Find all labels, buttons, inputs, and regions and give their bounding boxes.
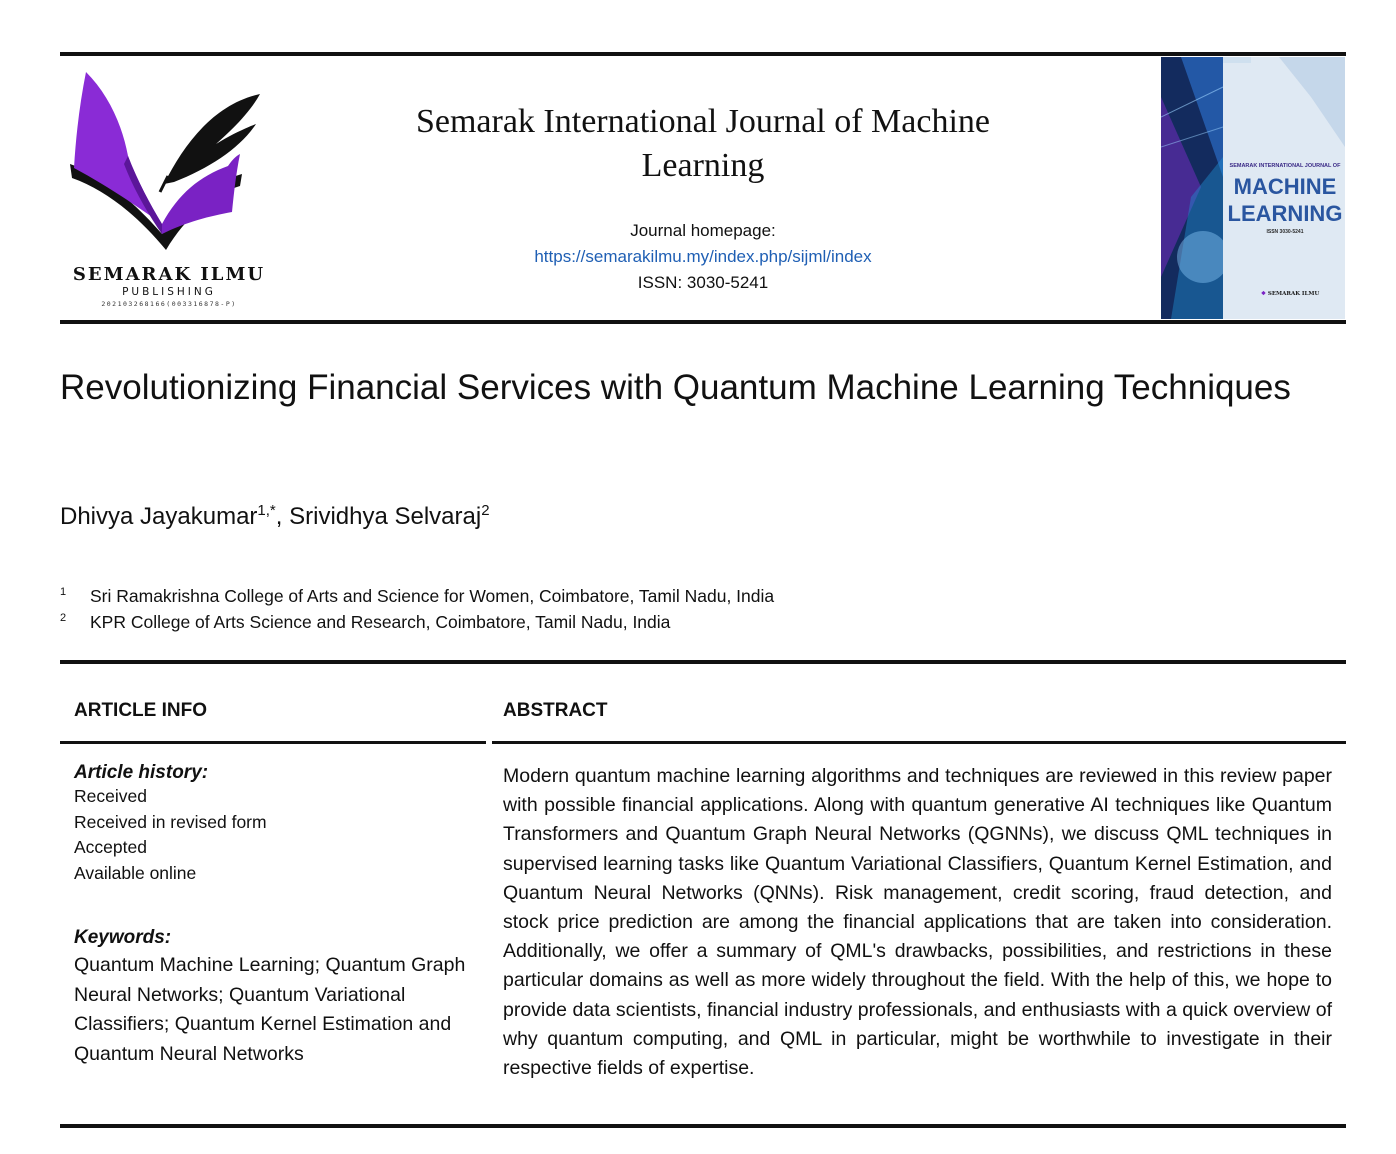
publisher-logo	[64, 64, 274, 314]
history-item: Accepted	[74, 837, 147, 857]
abstract-text: Modern quantum machine learning algorithms and techniques are reviewed in this review paper with possible financial applications. Along with quantum generative AI techniques like Quantum Transformers and Quantum Graph Neural Networks (QGNNs), we discuss QML techniques in supervised learning tasks like Quantum Variational Classifiers, Quantum Kernel Estimation, and Quantum Neural Networks (QNNs). Risk management, credit scoring, fraud detection, and stock price prediction are among the financial applications that are taken into consideration. Additionally, we offer a summary of QML's drawbacks, possibilities, and restrictions in these particular domains as well as more widely throughout the field. With the help of this, we hope to provide data scientists, financial industry professionals, and enthusiasts with a quick overview of why quantum computing, and QML in particular, might be worthwhile to investigate in their respective fields of expertise.	[503, 765, 1332, 1080]
journal-cover-image	[1161, 57, 1345, 319]
affiliation-number: 2	[60, 612, 67, 625]
book-quill-icon	[64, 64, 274, 264]
author-affil-ref: 1,*	[257, 502, 276, 519]
homepage-label: Journal homepage:	[630, 221, 776, 240]
journal-issn: ISSN: 3030-5241	[637, 273, 769, 292]
journal-homepage-block	[360, 218, 1046, 296]
info-top-rule	[60, 660, 1346, 664]
author-name: Dhivya Jayakumar	[60, 503, 258, 530]
author-affil-ref: 2	[481, 502, 490, 519]
logo-subtitle: PUBLISHING	[122, 286, 216, 298]
cover-publisher-logo-icon: ❖	[1261, 291, 1266, 297]
article-info	[74, 762, 474, 1069]
cover-small-title: SEMARAK INTERNATIONAL JOURNAL OF	[1229, 163, 1341, 169]
affiliation-number: 1	[60, 586, 67, 599]
history-item: Available online	[74, 862, 197, 883]
affiliation-text: Sri Ramakrishna College of Arts and Science for Women, Coimbatore, Tamil Nadu, India	[90, 586, 775, 606]
author-list	[60, 502, 490, 531]
affiliation-2	[60, 612, 670, 633]
logo-registration: 202103268166(003316878-P)	[101, 300, 237, 308]
header-top-rule	[60, 52, 1346, 56]
cover-publisher	[1261, 291, 1341, 297]
article-info-heading: ARTICLE INFO	[74, 700, 207, 721]
affiliation-text: KPR College of Arts Science and Research, Coimbatore, Tamil Nadu, India	[90, 612, 671, 632]
header-bottom-rule	[60, 320, 1346, 324]
history-item: Received in revised form	[74, 811, 267, 832]
info-bottom-rule	[60, 1124, 1346, 1128]
keywords-label: Keywords:	[74, 927, 172, 948]
article-history-label: Article history:	[74, 762, 209, 783]
cover-issn: ISSN 3030-5241	[1266, 229, 1304, 235]
cover-publisher-name: SEMARAK ILMU	[1267, 291, 1320, 297]
author-separator: ,	[275, 503, 290, 530]
abstract-heading: ABSTRACT	[503, 700, 608, 721]
paper-title: Revolutionizing Financial Services with Quantum Machine Learning Techniques	[60, 368, 1291, 407]
history-item: Received	[74, 786, 147, 806]
keywords-text: Quantum Machine Learning; Quantum Graph Neural Networks; Quantum Variational Classifiers; Quantum Kernel Estimation and Quantum Neural Networks	[74, 954, 466, 1065]
logo-name: SEMARAK ILMU	[72, 264, 266, 285]
cover-big-title	[1227, 173, 1343, 227]
affiliation-1	[60, 586, 774, 607]
cover-big-title-line-1: MACHINE	[1233, 174, 1337, 199]
homepage-link[interactable]: https://semarakilmu.my/index.php/sijml/index	[534, 247, 872, 266]
author-name: Srividhya Selvaraj	[289, 503, 482, 530]
cover-big-title-line-2: LEARNING	[1227, 201, 1343, 226]
info-heading-rule	[60, 741, 486, 744]
abstract-heading-rule	[492, 741, 1346, 744]
journal-title: Semarak International Journal of Machine Learning	[415, 103, 990, 184]
